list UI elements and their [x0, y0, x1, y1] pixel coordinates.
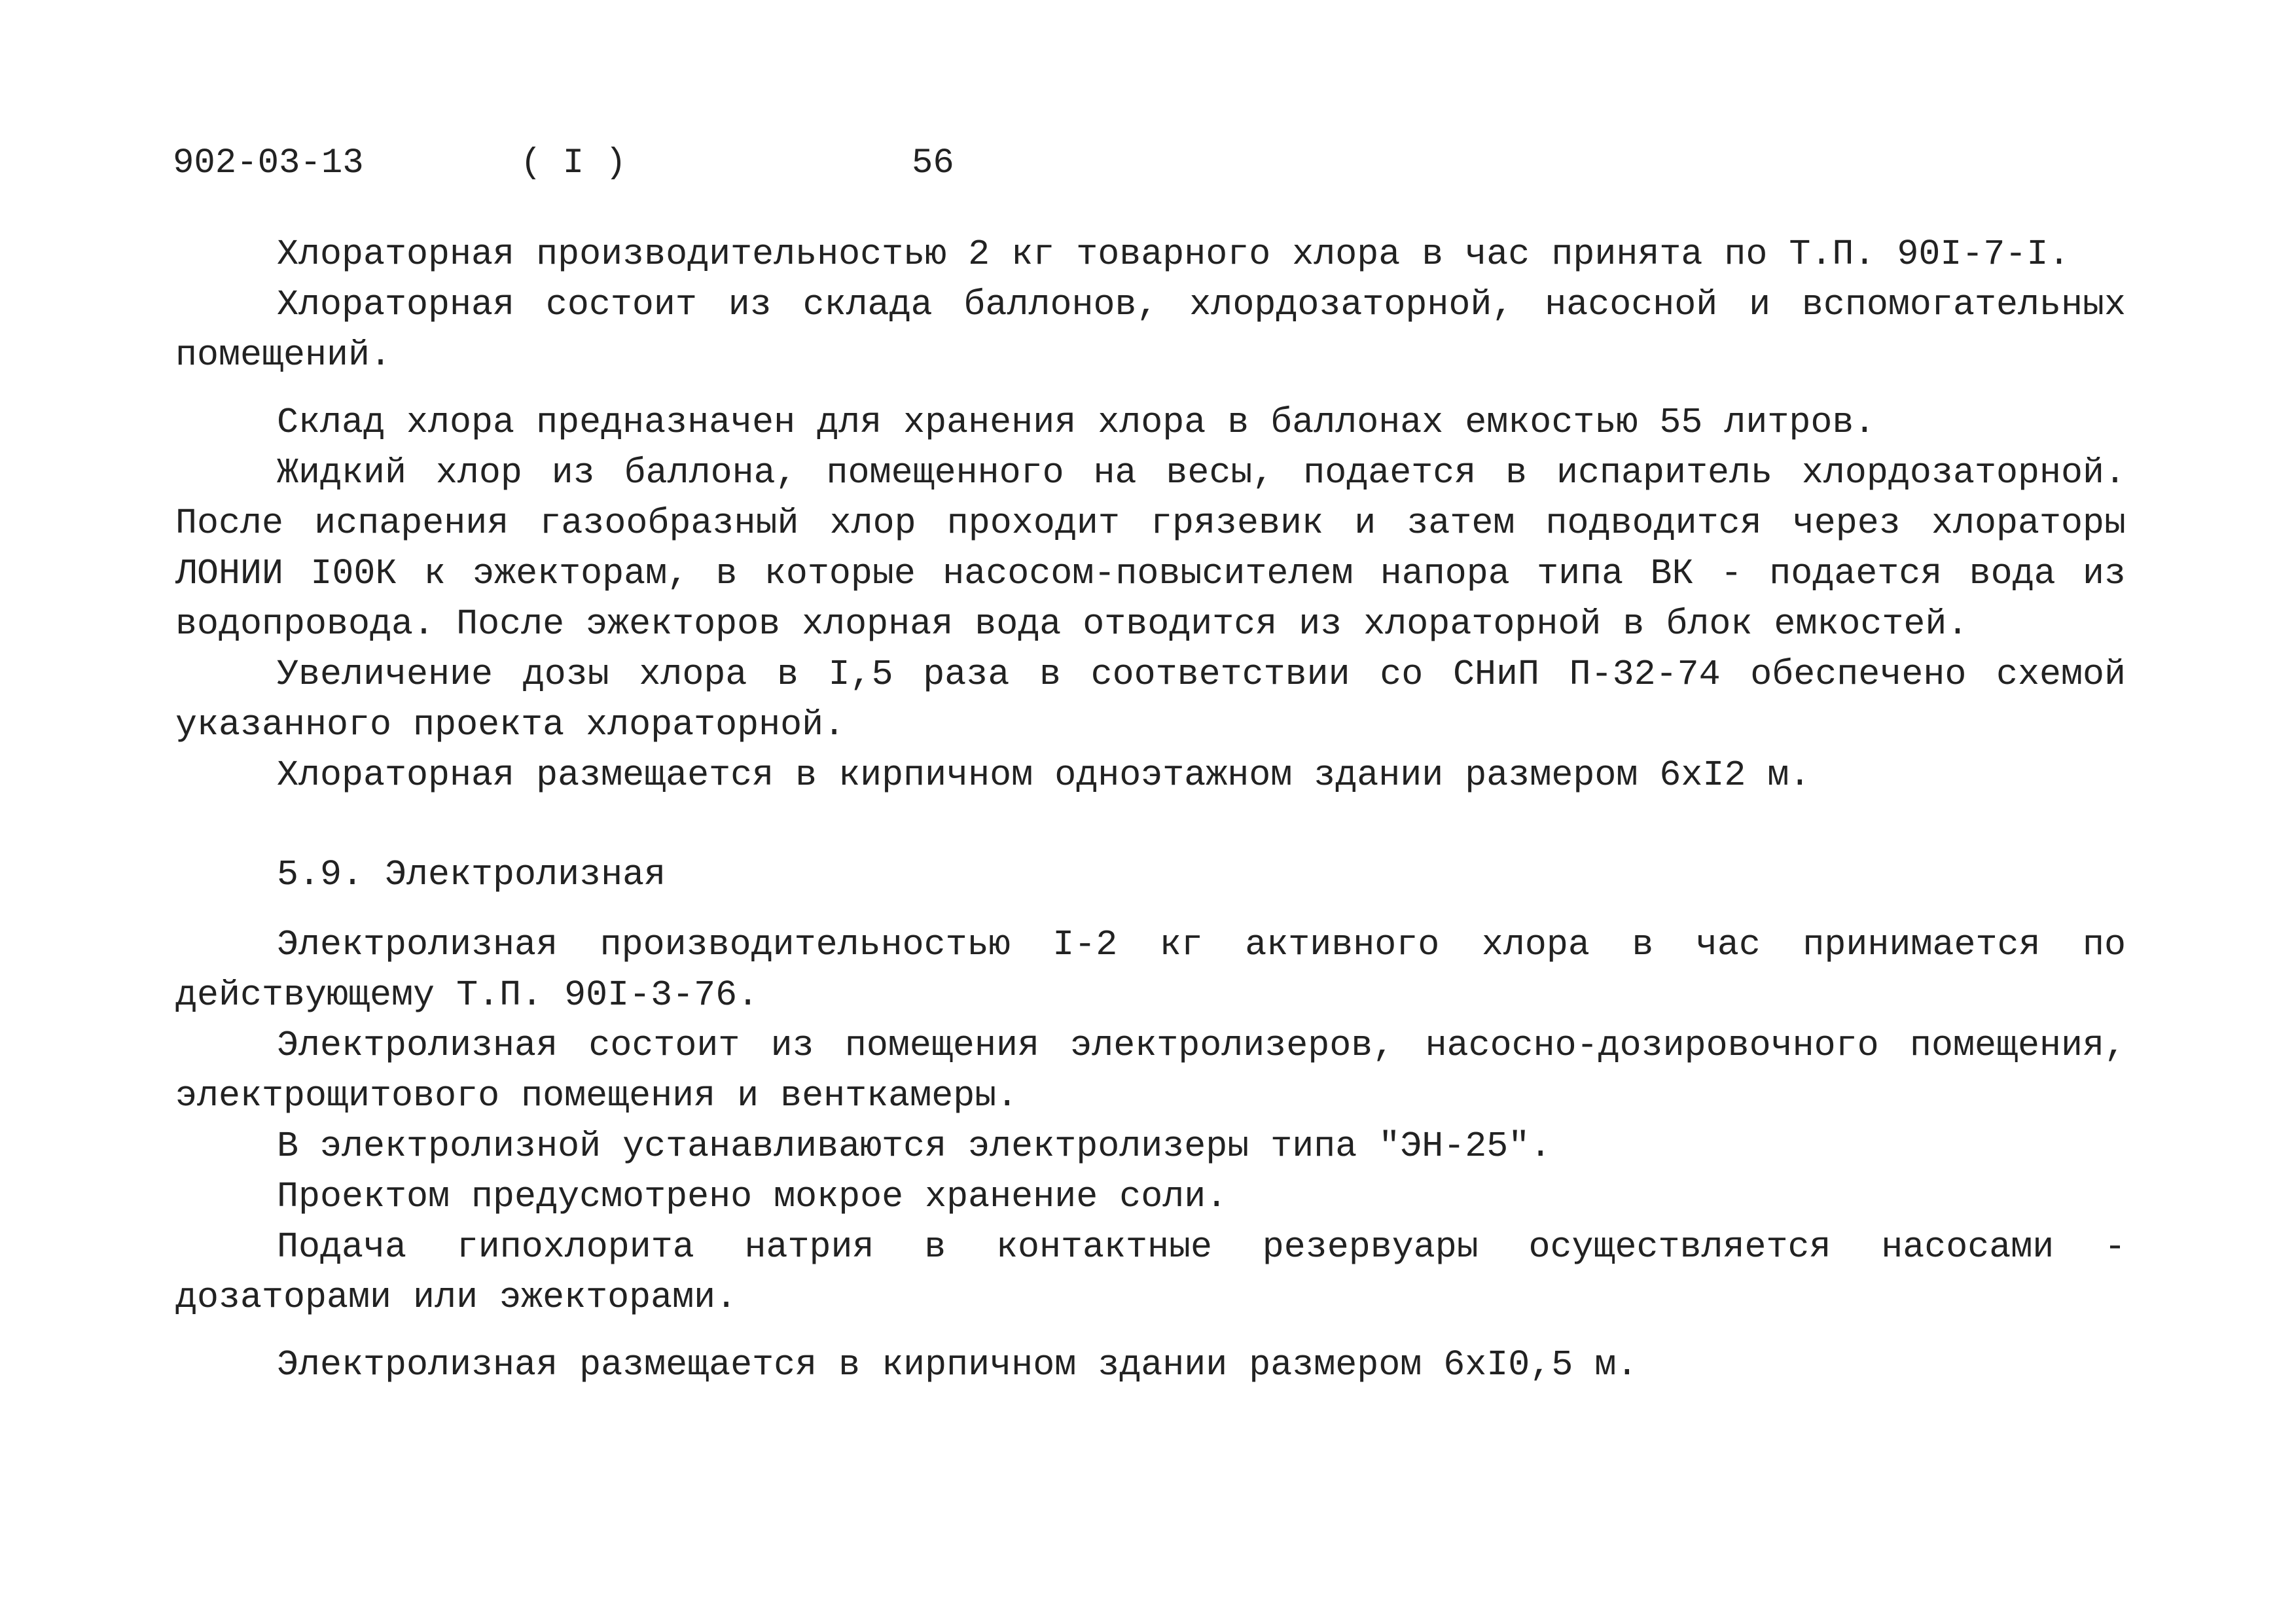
paragraph: Хлораторная производительностью 2 кг товарного хлора в час принята по Т.П. 90I-7-I. [277, 234, 2070, 275]
section-heading: 5.9. Электролизная [277, 854, 666, 895]
page-number: 56 [912, 143, 954, 183]
paragraph: Склад хлора предназначен для хранения хлора в баллонах емкостью 55 литров. [277, 402, 1876, 443]
paragraph: Проектом предусмотрено мокрое хранение соли. [277, 1176, 1228, 1217]
paragraph: Увеличение дозы хлора в I,5 раза в соответствии со СНиП П-32-74 обеспечено схемой указанного проекта хлораторной. [175, 654, 2126, 745]
paragraph: Хлораторная размещается в кирпичном одноэтажном здании размером 6хI2 м. [277, 755, 1811, 796]
paragraph: Жидкий хлор из баллона, помещенного на весы, подается в испаритель хлордозаторной. После испарения газообразный хлор проходит грязевик и затем подводится через хлораторы ЛОНИИ I00К к эжекторам, в которые насосом-повысителем напора типа ВК - подается вода из водопровода. После эжекторов хлорная вода отводится из хлораторной в блок емкостей. [175, 452, 2126, 645]
paragraph: Электролизная состоит из помещения электролизеров, насосно-дозировочного помещения, электрощитового помещения и венткамеры. [175, 1025, 2126, 1116]
paragraph: Подача гипохлорита натрия в контактные резервуары осуществляется насосами - дозаторами или эжекторами. [175, 1226, 2126, 1318]
electrolysis-section [175, 919, 2126, 1390]
doc-code: 902-03-13 [173, 143, 364, 183]
part-number: ( I ) [520, 143, 627, 183]
paragraph: В электролизной устанавливаются электролизеры типа "ЭН-25". [277, 1126, 1552, 1167]
chlorinator-section [175, 229, 2126, 800]
paragraph: Электролизная размещается в кирпичном здании размером 6хI0,5 м. [277, 1344, 1638, 1385]
paragraph: Хлораторная состоит из склада баллонов, хлордозаторной, насосной и вспомогательных помещений. [175, 284, 2126, 376]
paragraph: Электролизная производительностью I-2 кг активного хлора в час принимается по действующему Т.П. 90I-3-76. [175, 924, 2126, 1016]
